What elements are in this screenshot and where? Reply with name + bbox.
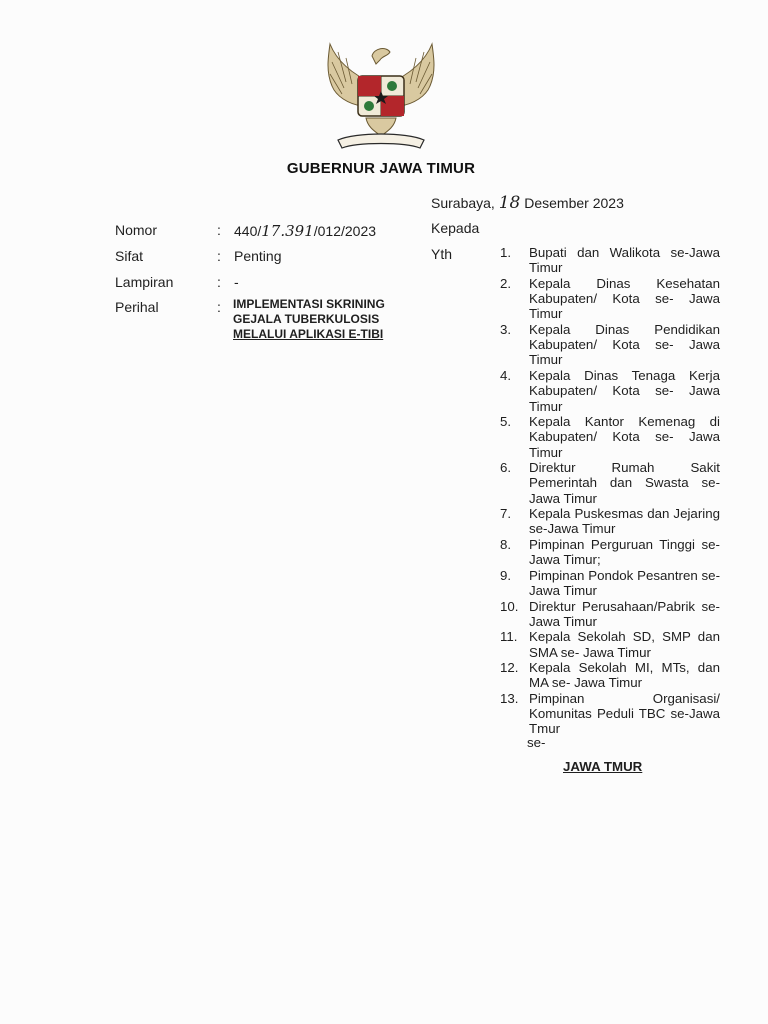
item-number: 3. (500, 321, 512, 337)
list-item (500, 460, 720, 506)
perihal-line: IMPLEMENTASI SKRINING (233, 297, 385, 311)
list-item (500, 368, 720, 414)
list-item (500, 414, 720, 460)
perihal-value (233, 297, 433, 342)
item-number: 10. (500, 598, 519, 614)
destination-place: JAWA TMUR (563, 759, 643, 774)
list-item (500, 599, 720, 630)
kepada-label: Kepada (431, 220, 480, 236)
item-text: Kepala Sekolah MI, MTs, dan MA se- Jawa Timur (529, 660, 720, 691)
garuda-emblem-icon (316, 36, 446, 152)
date-city: Surabaya, (431, 195, 495, 211)
list-item (500, 322, 720, 368)
item-number: 7. (500, 506, 512, 522)
letter-date (431, 193, 624, 213)
list-item (500, 276, 720, 322)
date-day-handwritten: 18 (498, 193, 521, 213)
list-item (500, 660, 720, 691)
item-number: 6. (500, 460, 512, 476)
item-number: 4. (500, 367, 512, 383)
item-text: Pimpinan Organisasi/ Komunitas Peduli TBC se-Jawa Tmur (529, 690, 720, 737)
list-item (500, 568, 720, 599)
item-text: Kepala Sekolah SD, SMP dan SMA se- Jawa Timur (529, 629, 720, 660)
item-text: Kepala Puskesmas dan Jejaring se-Jawa Timur (529, 506, 720, 537)
item-text: Bupati dan Walikota se-Jawa Timur (529, 245, 720, 276)
sifat-value: Penting (234, 248, 282, 264)
item-number: 8. (500, 536, 512, 552)
item-number: 1. (500, 245, 512, 260)
lampiran-value: - (234, 274, 239, 290)
se-line: se- (527, 735, 546, 750)
yth-label: Yth (431, 246, 453, 262)
item-text: Direktur Perusahaan/Pabrik se- Jawa Timur (529, 598, 720, 629)
perihal-line: MELALUI APLIKASI E-TIBI (233, 327, 384, 341)
perihal-line: GEJALA TUBERKULOSIS (233, 312, 380, 326)
item-text: Pimpinan Pondok Pesantren se-Jawa Timur (529, 567, 720, 599)
date-month-year: Desember 2023 (524, 195, 624, 211)
list-item (500, 629, 720, 660)
nomor-handwritten: 17.391 (261, 222, 314, 240)
meta-label: Lampiran (115, 274, 174, 290)
nomor-value (234, 222, 376, 240)
nomor-suffix: /012/2023 (313, 223, 377, 239)
meta-colon: : (217, 274, 221, 290)
item-text: Kepala Dinas Tenaga Kerja Kabupaten/ Kota se- Jawa Timur (529, 367, 720, 414)
recipient-list (500, 245, 720, 737)
meta-colon: : (217, 222, 221, 238)
item-number: 11. (500, 629, 518, 645)
meta-label: Nomor (115, 222, 158, 238)
item-number: 13. (500, 690, 519, 706)
meta-label: Sifat (115, 248, 144, 264)
list-item (500, 691, 720, 737)
meta-label: Perihal (115, 299, 159, 315)
list-item (500, 506, 720, 537)
meta-colon: : (217, 299, 221, 315)
item-number: 5. (500, 414, 512, 430)
list-item (500, 537, 720, 568)
item-text: Kepala Dinas Pendidikan Kabupaten/ Kota se- Jawa Timur (529, 321, 720, 368)
list-item (500, 245, 720, 276)
item-number: 2. (500, 275, 512, 291)
item-text: Kepala Dinas Kesehatan Kabupaten/ Kota se- Jawa Timur (529, 275, 720, 322)
item-number: 9. (500, 567, 512, 583)
document-title: GUBERNUR JAWA TIMUR (286, 160, 476, 177)
nomor-prefix: 440/ (234, 223, 262, 239)
item-text: Pimpinan Perguruan Tinggi se- Jawa Timur; (529, 536, 720, 568)
item-text: Direktur Rumah Sakit Pemerintah dan Swasta se-Jawa Timur (529, 460, 720, 506)
item-number: 12. (500, 660, 519, 676)
meta-colon: : (217, 248, 221, 264)
item-text: Kepala Kantor Kemenag di Kabupaten/ Kota se- Jawa Timur (529, 414, 720, 460)
